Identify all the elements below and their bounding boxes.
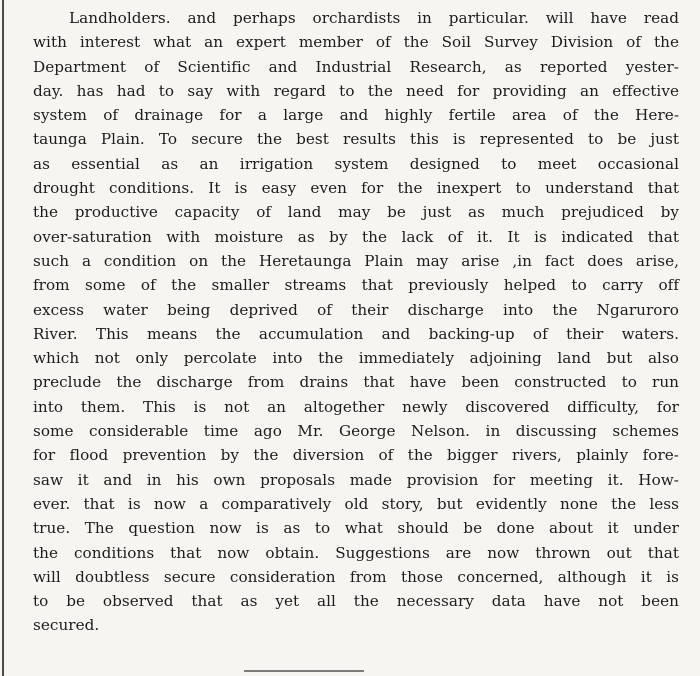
article-line: the conditions that now obtain. Suggestions are now thrown out that bbox=[33, 543, 679, 562]
article-line: excess water being deprived of their discharge into the Ngaruroro bbox=[33, 300, 679, 319]
article-line: for flood prevention by the diversion of the bigger rivers, plainly fore- bbox=[33, 446, 679, 465]
article-line: Department of Scientific and Industrial Research, as reported yester- bbox=[33, 57, 679, 76]
article-line: day. has had to say with regard to the need for providing an effective bbox=[33, 81, 679, 100]
article-line: system of drainage for a large and highly fertile area of the Here- bbox=[33, 106, 679, 125]
article-line: into them. This is not an altogether newly discovered difficulty, for bbox=[33, 397, 679, 416]
article-paragraph bbox=[33, 6, 679, 638]
article-line: which not only percolate into the immediately adjoining land but also bbox=[33, 349, 679, 368]
article-line: the productive capacity of land may be just as much prejudiced by bbox=[33, 203, 679, 222]
article-line: preclude the discharge from drains that have been constructed to run bbox=[33, 373, 679, 392]
article-line: some considerable time ago Mr. George Nelson. in discussing schemes bbox=[33, 422, 679, 441]
article-line: River. This means the accumulation and backing-up of their waters. bbox=[33, 324, 679, 343]
article-line: such a condition on the Heretaunga Plain may arise ,in fact does arise, bbox=[33, 251, 679, 270]
bottom-separator-fragment bbox=[244, 670, 364, 676]
article-line: true. The question now is as to what should be done about it under bbox=[33, 519, 679, 538]
article-line: ever. that is now a comparatively old story, but evidently none the less bbox=[33, 494, 679, 513]
article-line: from some of the smaller streams that previously helped to carry off bbox=[33, 276, 679, 295]
article-line: over-saturation with moisture as by the lack of it. It is indicated that bbox=[33, 227, 679, 246]
article-line: to be observed that as yet all the necessary data have not been bbox=[33, 592, 679, 611]
column-rule bbox=[2, 0, 4, 676]
article-line: as essential as an irrigation system designed to meet occasional bbox=[33, 154, 679, 173]
article-line: secured. bbox=[33, 616, 100, 635]
article-line: will doubtless secure consideration from those concerned, although it is bbox=[33, 567, 679, 586]
article-line: taunga Plain. To secure the best results this is represented to be just bbox=[33, 130, 679, 149]
article-line: Landholders. and perhaps orchardists in particular. will have read bbox=[69, 9, 679, 27]
article-line: saw it and in his own proposals made provision for meeting it. How- bbox=[33, 470, 679, 489]
article-line: drought conditions. It is easy even for the inexpert to understand that bbox=[33, 179, 679, 198]
article-line: with interest what an expert member of the Soil Survey Division of the bbox=[33, 33, 679, 52]
